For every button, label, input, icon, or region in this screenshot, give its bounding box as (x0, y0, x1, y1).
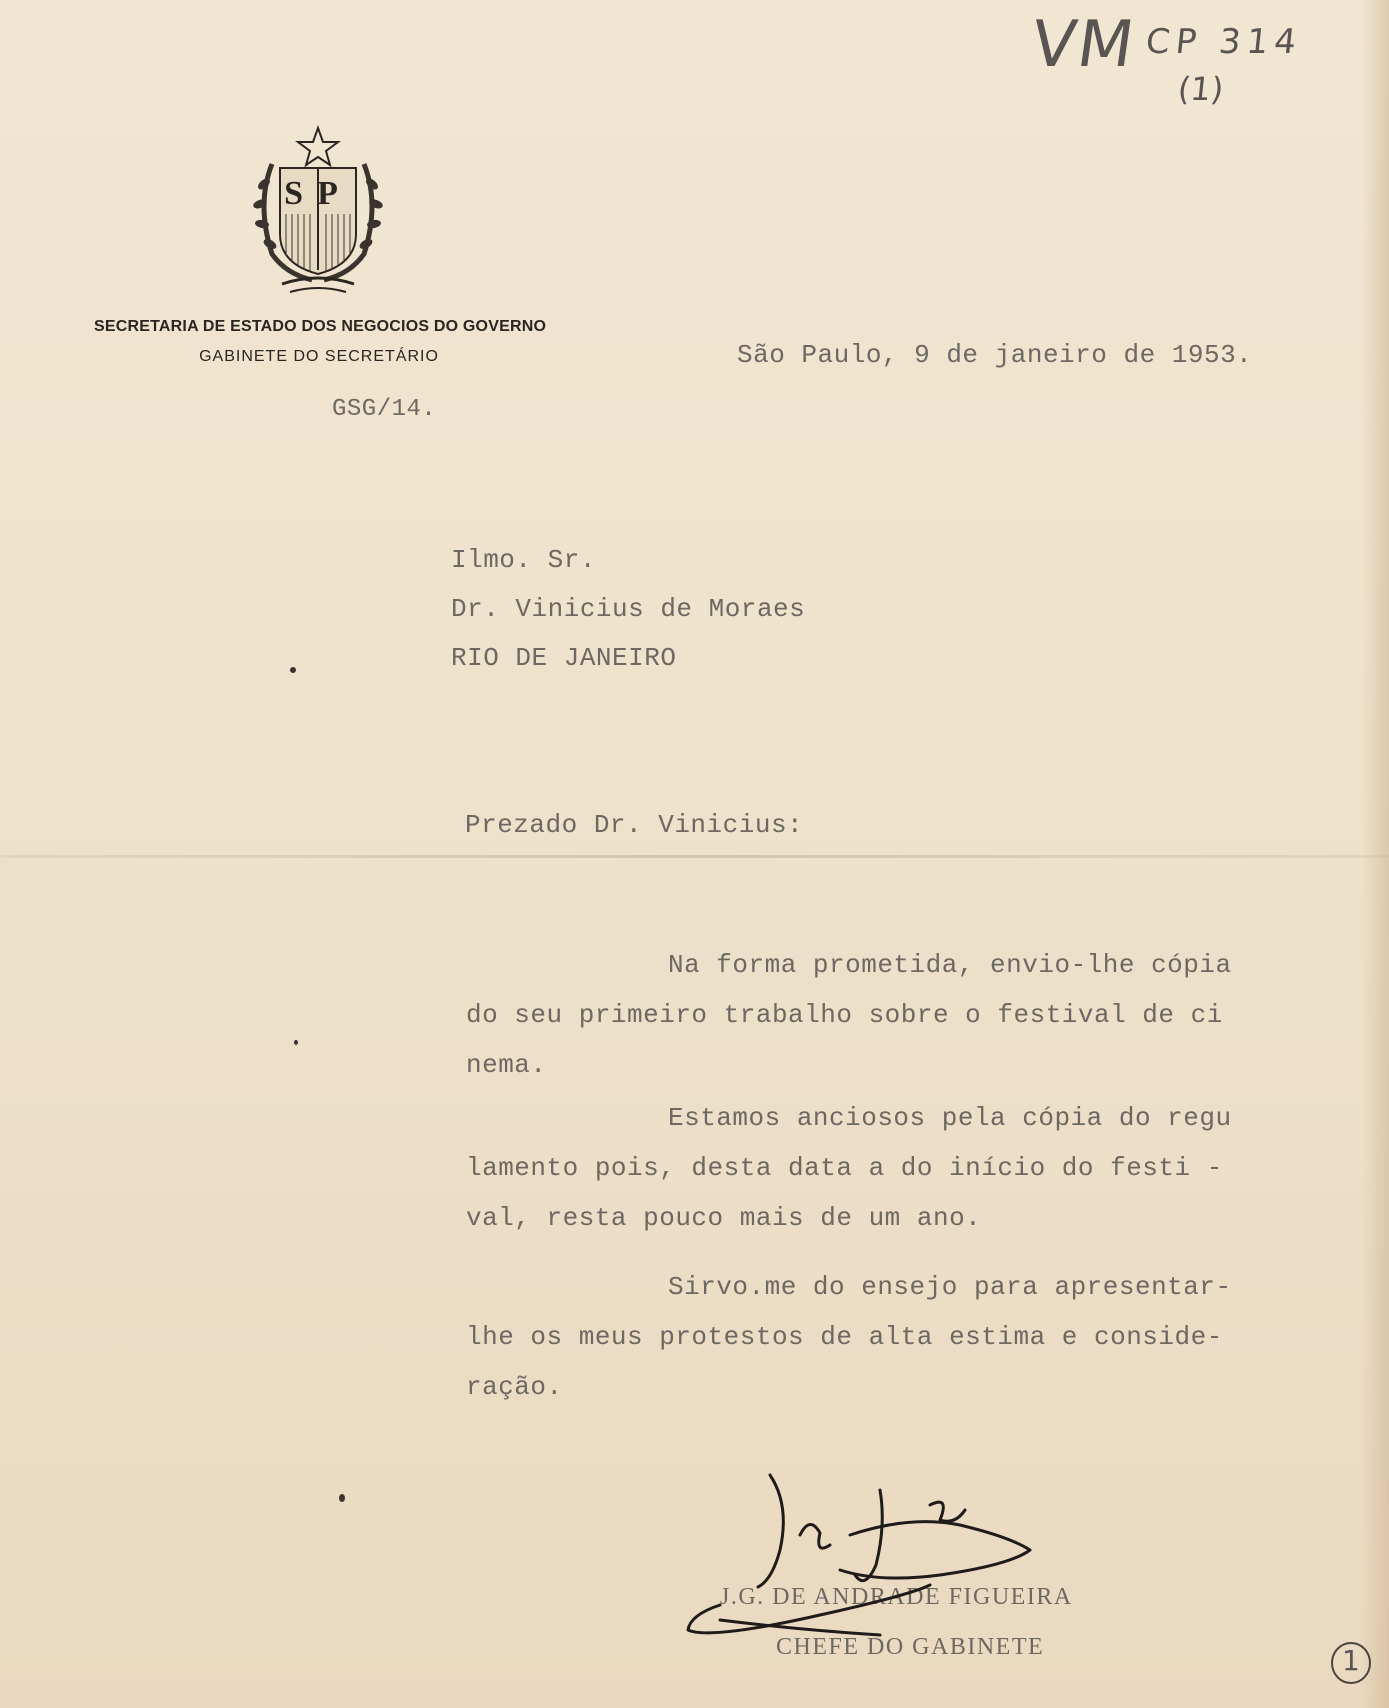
sao-paulo-coat-of-arms-icon (242, 124, 394, 300)
letterhead-office: GABINETE DO SECRETÁRIO (199, 348, 439, 365)
crest-letters: SP (284, 175, 352, 212)
archive-initials: VM (1026, 8, 1141, 82)
body-paragraph-2-line-1: Estamos anciosos pela cópia do regu (668, 1103, 1232, 1133)
signatory-name: J.G. DE ANDRADE FIGUEIRA (720, 1584, 1073, 1610)
body-paragraph-2-line-3: val, resta pouco mais de um ano. (466, 1203, 982, 1233)
page-number: 1 (1342, 1644, 1360, 1677)
letter-date: São Paulo, 9 de janeiro de 1953. (737, 340, 1253, 370)
body-paragraph-3-line-2: lhe os meus protestos de alta estima e conside- (466, 1322, 1223, 1352)
body-paragraph-1-line-3: nema. (466, 1050, 547, 1080)
archive-sub: (1) (1176, 70, 1226, 108)
paper-edge (1361, 0, 1389, 1708)
body-paragraph-1-line-2: do seu primeiro trabalho sobre o festival de ci (466, 1000, 1223, 1030)
recipient-city: RIO DE JANEIRO (451, 643, 677, 673)
body-paragraph-1-line-1: Na forma prometida, envio-lhe cópia (668, 950, 1232, 980)
archive-code: CP 314 (1143, 22, 1305, 62)
letterhead-department: SECRETARIA DE ESTADO DOS NEGOCIOS DO GOVERNO (94, 318, 547, 335)
reference-number: GSG/14. (332, 396, 437, 423)
ink-speck (290, 667, 296, 673)
ink-speck (339, 1494, 345, 1502)
ink-speck (294, 1040, 298, 1045)
fold-crease (0, 855, 1389, 858)
signatory-title: CHEFE DO GABINETE (776, 1634, 1045, 1660)
handwritten-signature (680, 1465, 1100, 1645)
body-paragraph-2-line-2: lamento pois, desta data a do início do festi - (466, 1153, 1223, 1183)
recipient-name: Dr. Vinicius de Moraes (451, 594, 806, 624)
recipient-title: Ilmo. Sr. (451, 545, 596, 575)
body-paragraph-3-line-3: ração. (466, 1372, 563, 1402)
body-paragraph-3-line-1: Sirvo.me do ensejo para apresentar- (668, 1272, 1232, 1302)
salutation: Prezado Dr. Vinicius: (465, 810, 804, 840)
